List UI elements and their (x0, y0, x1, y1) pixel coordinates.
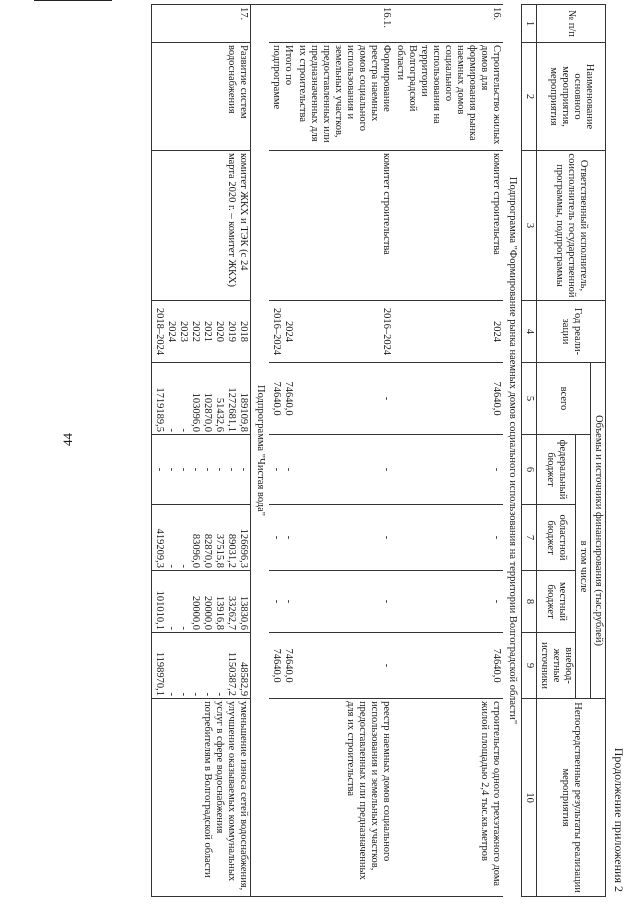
subprogram-1-title: Подпрограмма "Формирование рынка наемных домов социального использования на территории Волгоградской области" (507, 176, 518, 725)
col-number: 4 (522, 301, 537, 363)
regional-value: - (166, 564, 177, 568)
offbudget-value: - (214, 692, 225, 697)
row-name: Строительство жилых домов для формирования рынка наемных домов социального использования на территории Волгоградской области (393, 43, 503, 151)
row-years (152, 301, 251, 363)
subprogram-heading-row (503, 5, 522, 897)
top-rule (34, 0, 112, 1)
col-number: 5 (522, 363, 537, 435)
federal-value: - (271, 467, 282, 472)
col-number: 3 (522, 151, 537, 301)
finance-table (151, 4, 606, 897)
header-offbudget: внебюд- жетные источники (537, 633, 576, 699)
federal-value: - (283, 467, 294, 472)
offbudget-value: 48582,9 (238, 661, 249, 697)
offbudget-value: 1198970,1 (154, 651, 165, 697)
row-name: Формирование реестра наемных домов социального использования и земельных участков, предоставленных или предназначенных для их строительства (295, 43, 393, 151)
row-result: строительство одного трехэтажного дома жилой площадью 2,4 тыс.кв.метров (393, 699, 503, 897)
offbudget-value: 1150387,2 (226, 651, 237, 697)
header-regional: областной бюджет (537, 505, 576, 571)
row-federal (152, 435, 251, 505)
federal-value: - (190, 467, 201, 472)
offbudget-value: - (190, 692, 201, 697)
local-value: - (178, 626, 189, 630)
federal-value: - (238, 467, 249, 472)
offbudget-value: 74640,0 (271, 648, 282, 683)
total-value: 189109,8 (238, 392, 249, 432)
total-value: 1272681,1 (226, 387, 237, 432)
total-totals (269, 363, 295, 435)
regional-value: - (283, 535, 294, 540)
local-value: 13830,6 (238, 595, 249, 630)
page-number: 44 (60, 433, 75, 446)
local-value: - (283, 599, 294, 604)
local-value: 101010,1 (154, 590, 165, 630)
year: 2019 (226, 321, 237, 342)
offbudget-value: - (178, 692, 189, 697)
row-total: 74640,0 (393, 363, 503, 435)
header-row-1 (591, 5, 606, 897)
total-years (269, 301, 295, 363)
row-num: 17. (152, 5, 251, 43)
header-year: Год реали- зации (537, 301, 606, 363)
total-label: Итого по подпрограмме (269, 43, 295, 151)
local-value: 20000,0 (202, 595, 213, 630)
total-year: 2024 (283, 321, 294, 342)
row-regional: - (295, 505, 393, 571)
row-totals (152, 363, 251, 435)
continuation-label: Продолжение приложения 2 (612, 747, 626, 892)
offbudget-value: - (202, 692, 213, 697)
regional-value: 89031,2 (226, 533, 237, 568)
regional-value: 419209,3 (154, 528, 165, 568)
total-local (269, 571, 295, 633)
total-offbudget (269, 633, 295, 699)
regional-value: 126696,3 (238, 528, 249, 568)
total-year: 2016–2024 (271, 307, 282, 356)
row-local: - (295, 571, 393, 633)
regional-value: 82870,0 (202, 533, 213, 568)
empty-cell (269, 151, 295, 301)
offbudget-value: 74640,0 (283, 648, 294, 683)
row-num: 16. (393, 5, 503, 43)
col-number: 1 (522, 5, 537, 43)
year: 2022 (190, 321, 201, 342)
header-local: местный бюджет (537, 571, 576, 633)
total-federal (269, 435, 295, 505)
row-executor: комитет ЖКХ и ТЭК (с 24 марта 2020 г. – комитет ЖКХ) (152, 151, 251, 301)
row-offbudget (152, 633, 251, 699)
subprogram-heading-row (251, 5, 270, 897)
header-name: Наименование основного мероприятия, мероприятия (537, 43, 606, 151)
total-value: 103096,0 (190, 392, 201, 432)
row-total: - (295, 363, 393, 435)
federal-value: - (214, 467, 225, 472)
row-year: 2016–2024 (295, 301, 393, 363)
table-row (393, 5, 503, 897)
local-value: - (271, 599, 282, 604)
year: 2018 (238, 321, 249, 342)
year: 2024 (166, 321, 177, 342)
regional-value: - (178, 564, 189, 568)
row-offbudget: - (295, 633, 393, 699)
year: 2023 (178, 321, 189, 342)
col-number: 6 (522, 435, 537, 505)
total-value: 74640,0 (271, 381, 282, 416)
year: 2020 (214, 321, 225, 342)
header-incl: в том числе (576, 435, 591, 699)
header-total: всего (537, 363, 591, 435)
local-value: 13916,8 (214, 595, 225, 630)
row-executor: комитет строительства (393, 151, 503, 301)
total-value: - (178, 428, 189, 432)
year: 2018–2024 (154, 307, 165, 356)
header-num: № п/п (537, 5, 606, 43)
total-regional (269, 505, 295, 571)
regional-value: - (271, 535, 282, 540)
row-local (152, 571, 251, 633)
empty-cell (269, 699, 295, 897)
col-number: 9 (522, 633, 537, 699)
total-value: 1719189,5 (154, 387, 165, 432)
row-executor: комитет строительства (295, 151, 393, 301)
federal-value: - (154, 467, 165, 472)
total-value: 102870,0 (202, 392, 213, 432)
federal-value: - (226, 467, 237, 472)
total-value: 74640,0 (283, 381, 294, 416)
table-row (295, 5, 393, 897)
row-regional (152, 505, 251, 571)
col-number: 10 (522, 699, 537, 897)
row-result: реестр наемных домов социального использования и земельных участков, предоставленных или предназначенных для их строительства (295, 699, 393, 897)
rotated-sheet (150, 4, 628, 896)
regional-value: 83096,0 (190, 533, 201, 568)
federal-value: - (178, 467, 189, 472)
header-results: Непосредственные результаты реализации мероприятия (537, 699, 606, 897)
table-row-total (269, 5, 295, 897)
row-year: 2024 (393, 301, 503, 363)
regional-value: 37515,8 (214, 533, 225, 568)
row-federal: - (393, 435, 503, 505)
local-value: 20000,0 (190, 595, 201, 630)
column-number-row (522, 5, 537, 897)
col-number: 2 (522, 43, 537, 151)
table-row (152, 5, 251, 897)
local-value: 33262,7 (226, 595, 237, 630)
header-finance: Объемы и источники финансирования (тыс.рублей) (591, 363, 606, 699)
row-name: Развитие систем водоснабжения (152, 43, 251, 151)
col-number: 8 (522, 571, 537, 633)
row-offbudget: 74640,0 (393, 633, 503, 699)
federal-value: - (202, 467, 213, 472)
header-federal: федеральный бюджет (537, 435, 576, 505)
subprogram-2-title: Подпрограмма "Чистая вода" (251, 5, 270, 897)
header-executor: Ответственный исполнитель, соисполнитель государственной программы, подпрограммы (537, 151, 606, 301)
offbudget-value: - (166, 692, 177, 697)
row-result: уменьшение износа сетей водоснабжения, улучшение оказываемых коммунальных услуг в сфере водоснабжения потребителям в Волгоградской области (152, 699, 251, 897)
row-regional: - (393, 505, 503, 571)
col-number: 7 (522, 505, 537, 571)
local-value: - (166, 626, 177, 630)
row-local: - (393, 571, 503, 633)
federal-value: - (166, 467, 177, 472)
total-value: - (166, 428, 177, 432)
year: 2021 (202, 321, 213, 342)
row-federal: - (295, 435, 393, 505)
row-num: 16.1. (295, 5, 393, 43)
total-value: 51432,6 (214, 397, 225, 432)
empty-cell (269, 5, 295, 43)
